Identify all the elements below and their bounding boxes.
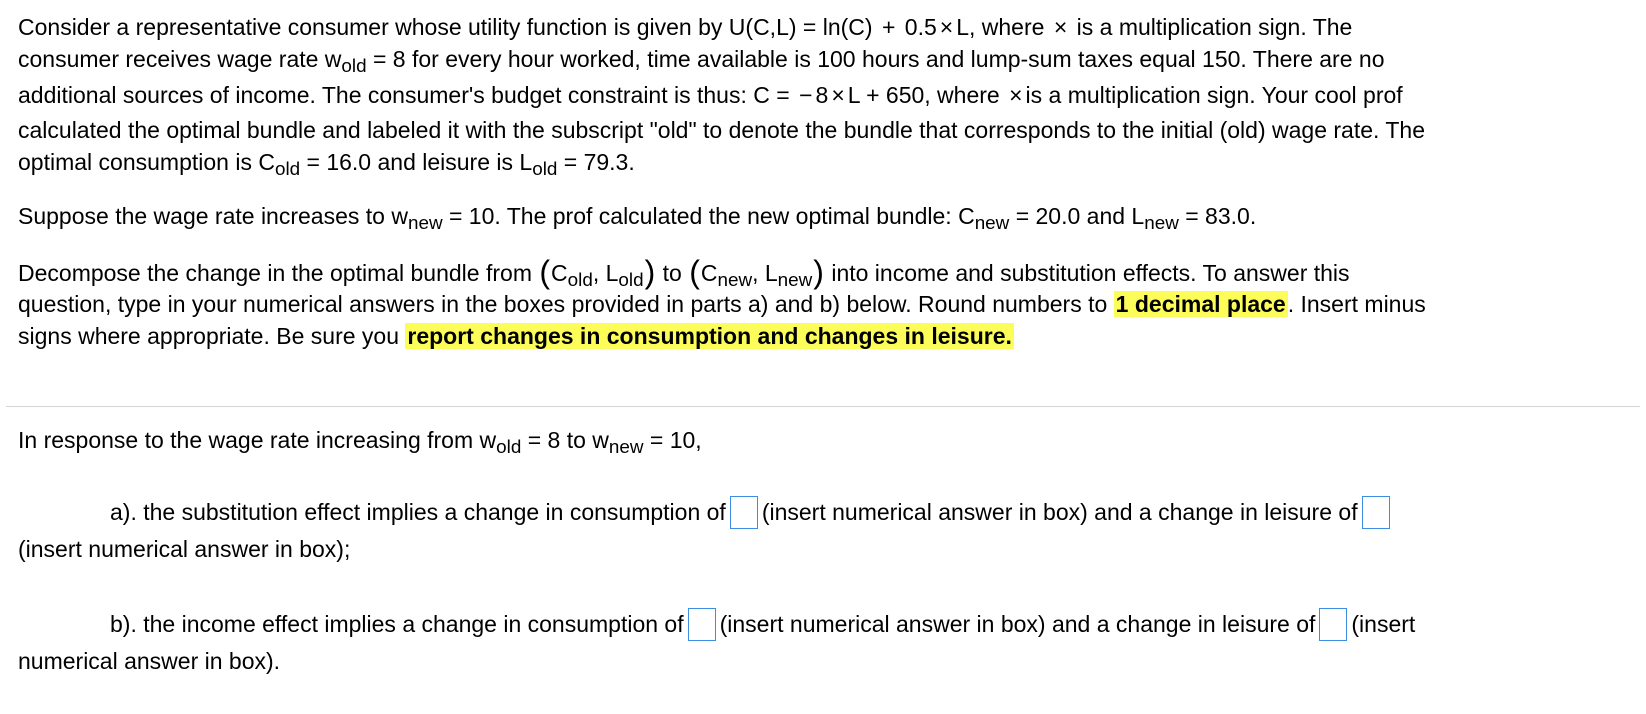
p1-text: 0.5 [904, 14, 937, 40]
p3-text: question, type in your numerical answers in the boxes provided in parts a) and b) below. Round numbers to [18, 291, 1108, 317]
p1-text: is a multiplication sign. Your cool prof [1025, 82, 1403, 108]
problem-statement [18, 12, 1630, 352]
subscript: old [567, 268, 593, 290]
p1-text: L + 650, where [847, 82, 1000, 108]
open-paren: ( [689, 253, 700, 290]
times-sign: × [831, 82, 845, 108]
subscript: new [1144, 212, 1179, 233]
answer-box-a-leisure[interactable] [1362, 496, 1390, 529]
p3-text: C [551, 259, 568, 286]
part-b-text: (insert [1351, 611, 1416, 637]
subscript: old [618, 268, 644, 290]
highlight-report-changes: report changes in consumption and changes in leisure. [407, 322, 1012, 349]
intro-text: = 10, [649, 427, 702, 453]
response-intro [18, 424, 1638, 456]
close-paren: ) [644, 253, 656, 290]
part-b-text: numerical answer in box). [18, 648, 281, 674]
highlight-decimal-place: 1 decimal place [1115, 291, 1286, 317]
subscript: new [608, 436, 644, 457]
p3-text: . Insert minus [1287, 291, 1426, 317]
response-section [18, 424, 1638, 680]
times-sign: × [939, 14, 954, 40]
p1-text: L, where [956, 14, 1045, 40]
p2-text: Suppose the wage rate increases to w [18, 203, 408, 229]
open-paren: ( [539, 253, 551, 290]
p1-text: Consider a representative consumer whose utility function is given by U(C,L) = ln(C) [18, 14, 873, 40]
part-a [18, 494, 1638, 568]
problem-paragraph-1 [18, 12, 1630, 178]
intro-text: In response to the wage rate increasing from w [18, 427, 497, 453]
p1-text: = 8 for every hour worked, time available is 100 hours and lump-sum taxes equal 150. There are no [372, 45, 1385, 72]
p3-text: signs where appropriate. Be sure you [18, 322, 399, 349]
times-sign: × [1053, 14, 1068, 40]
p1-text: = 79.3. [563, 148, 635, 175]
subscript: new [974, 212, 1010, 233]
subscript: old [496, 436, 522, 457]
section-divider [6, 406, 1640, 407]
answer-box-a-consumption[interactable] [730, 496, 758, 529]
p1-text: = 16.0 and leisure is L [306, 148, 533, 175]
p1-text: calculated the optimal bundle and labeled it with the subscript "old" to denote the bundle that corresponds to the initial (old) wage rate. The [18, 117, 1426, 143]
p1-text: 8 [815, 82, 829, 108]
subscript: old [341, 54, 367, 76]
p3-text: into income and substitution effects. To answer this [831, 259, 1350, 286]
p1-text: consumer receives wage rate w [18, 45, 342, 72]
p3-text: C [700, 259, 718, 286]
answer-box-b-consumption[interactable] [688, 608, 716, 641]
part-b-text: b). the income effect implies a change in consumption of [110, 611, 684, 637]
intro-text: = 8 to w [527, 427, 609, 453]
part-b [18, 606, 1638, 680]
p2-text: = 20.0 and L [1015, 203, 1145, 229]
part-a-text: (insert numerical answer in box); [18, 536, 351, 562]
subscript: new [777, 268, 813, 290]
problem-paragraph-3 [18, 253, 1630, 353]
p3-text: to [662, 259, 682, 286]
part-a-text: a). the substitution effect implies a change in consumption of [110, 499, 726, 525]
part-b-text: (insert numerical answer in box) and a change in leisure of [719, 611, 1316, 637]
p2-text: = 83.0. [1185, 203, 1257, 229]
answer-box-b-leisure[interactable] [1319, 608, 1347, 641]
p1-text: optimal consumption is C [18, 148, 275, 175]
p3-text: Decompose the change in the optimal bundle from [18, 259, 532, 286]
subscript: new [717, 268, 753, 290]
p3-text: , L [592, 259, 619, 286]
subscript: old [532, 157, 558, 179]
times-sign: × [1009, 82, 1023, 108]
plus-sign: + [881, 14, 896, 40]
subscript: old [274, 157, 301, 179]
minus-sign: − [799, 82, 813, 108]
problem-paragraph-2 [18, 201, 1630, 233]
p1-text: additional sources of income. The consumer's budget constraint is thus: C = [18, 82, 790, 108]
p3-text: , L [752, 259, 778, 286]
part-a-text: (insert numerical answer in box) and a change in leisure of [761, 499, 1358, 525]
close-paren: ) [813, 253, 824, 290]
subscript: new [407, 212, 443, 233]
p1-text: is a multiplication sign. The [1076, 14, 1353, 40]
p2-text: = 10. The prof calculated the new optimal bundle: C [448, 203, 975, 229]
